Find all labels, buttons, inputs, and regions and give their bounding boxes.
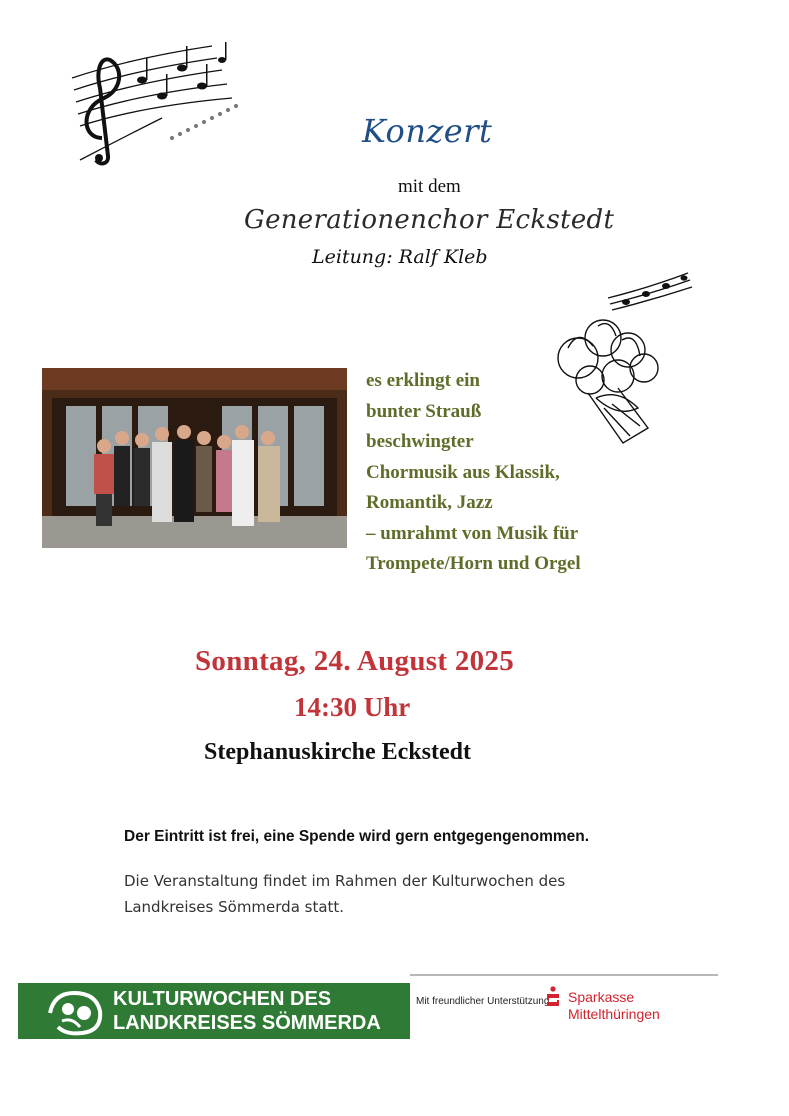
description-line: es erklingt ein (366, 370, 480, 391)
sponsor-line: Sparkasse (568, 989, 635, 1005)
leader-line: Leitung: Ralf Kleb (312, 246, 488, 268)
sponsor-name (568, 989, 660, 1023)
description-line: Chormusik aus Klassik, (366, 461, 560, 483)
description-line: Romantik, Jazz (366, 492, 493, 513)
support-label: Mit freundlicher Unterstützung (416, 996, 550, 1007)
description-line: – umrahmt von Musik für (366, 522, 579, 544)
kulturwochen-logo-icon (44, 987, 106, 1037)
sparkasse-logo-icon (544, 986, 562, 1008)
program-description (366, 366, 666, 580)
sponsor-line: Mittelthüringen (568, 1006, 660, 1022)
info-line: Landkreises Sömmerda statt. (124, 898, 345, 916)
admission-note: Der Eintritt ist frei, eine Spende wird gern entgegengenommen. (124, 828, 590, 845)
event-venue: Stephanuskirche Eckstedt (204, 739, 471, 765)
music-notes-icon (62, 38, 252, 168)
divider (410, 974, 718, 976)
kulturwochen-banner (18, 983, 410, 1039)
description-line: bunter Strauß (366, 400, 482, 422)
intro-text: mit dem (398, 176, 461, 197)
event-time: 14:30 Uhr (294, 692, 411, 722)
event-info (124, 868, 684, 920)
kulturwochen-line: KULTURWOCHEN DES (113, 988, 332, 1010)
concert-title: Konzert (362, 112, 493, 150)
description-line: Trompete/Horn und Orgel (366, 553, 581, 574)
description-line: beschwingter (366, 431, 474, 452)
choir-photo (42, 368, 347, 548)
kulturwochen-title (113, 987, 381, 1035)
info-line: Die Veranstaltung findet im Rahmen der Kulturwochen des (124, 872, 566, 890)
event-date: Sonntag, 24. August 2025 (195, 645, 515, 677)
kulturwochen-line: LANDKREISES SÖMMERDA (113, 1012, 381, 1034)
choir-name: Generationenchor Eckstedt (244, 205, 615, 235)
